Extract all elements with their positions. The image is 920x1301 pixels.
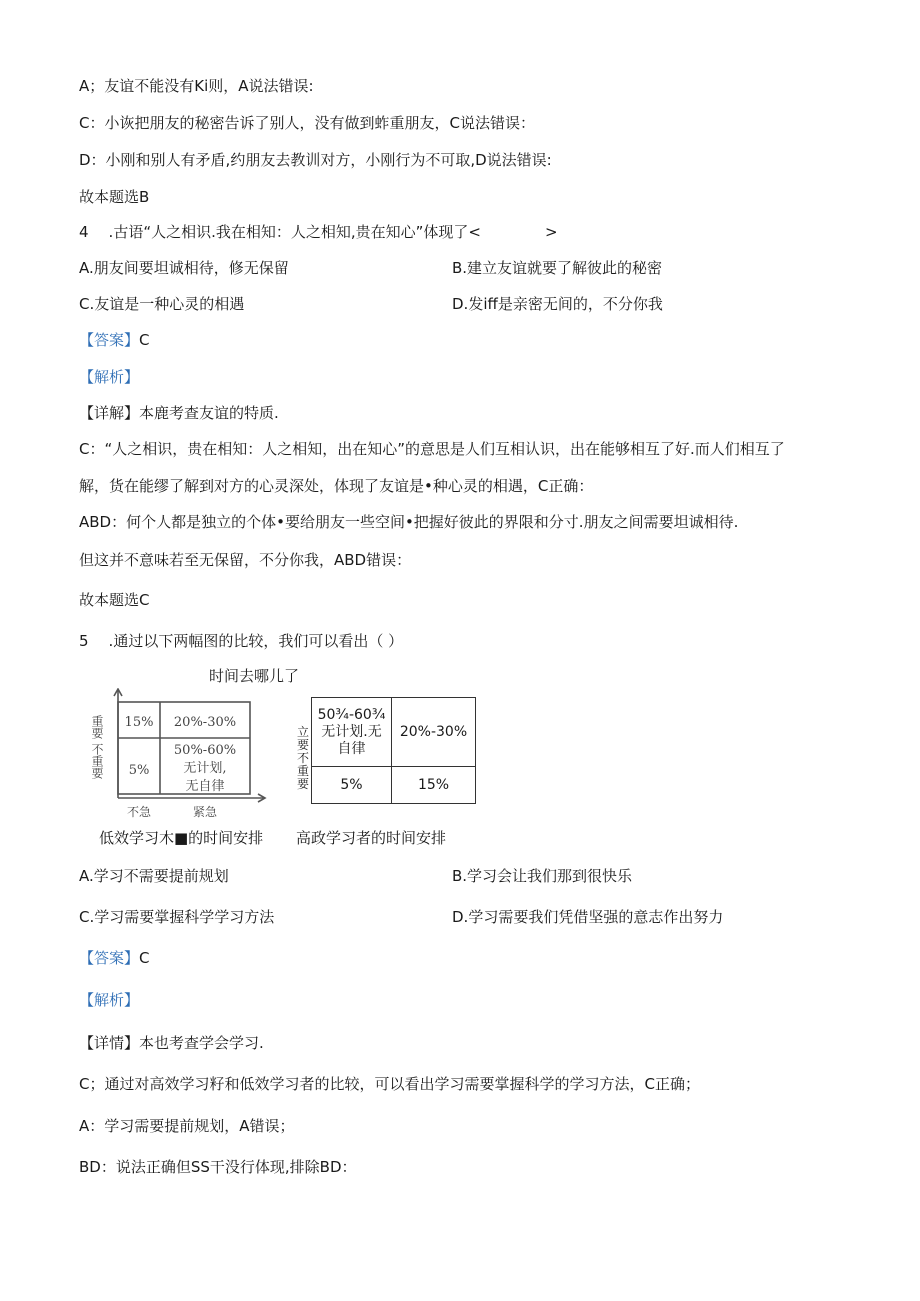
- y-label-top-1: 重要: [90, 715, 104, 739]
- question-number: 5: [79, 632, 89, 650]
- option-b: B.学习会让我们那到很快乐: [452, 867, 633, 885]
- analysis-tag: 【解析】: [79, 368, 140, 386]
- explanation-line: BD：说法正确但SS干没行体现,排除BD：: [79, 1158, 357, 1176]
- table-cell: 20%-30%: [392, 698, 476, 767]
- detail-text: 本也考查学会学习.: [139, 1034, 264, 1052]
- answer-line: [79, 330, 150, 350]
- cell-bottom-left: 5%: [128, 763, 150, 778]
- explanation-line: 但这并不意味若至无保留，不分你我，ABD错误：: [79, 551, 412, 569]
- question-text: .通过以下两幅图的比较，我们可以看出（ ）: [108, 632, 404, 650]
- cell-bottom-right-3: 无自律: [185, 779, 225, 794]
- detail-line: [79, 1033, 264, 1053]
- option-d: D.学习需要我们凭借坚强的意志作出努力: [452, 908, 724, 926]
- cell-top-right: 20%-30%: [173, 715, 237, 730]
- question-text: .古语“人之相识.我在相知：人之相知,贵在知心”体现了<: [108, 223, 481, 241]
- explanation-line: A：学习需要提前规划，A错误；: [79, 1117, 295, 1135]
- option-a: A.学习不需要提前规划: [79, 867, 229, 885]
- x-label-left: 不急: [126, 805, 152, 819]
- question-5-stem: [79, 631, 403, 651]
- conclusion-line: 故本题选C: [79, 591, 150, 609]
- option-c: C.友谊是一种心灵的相遇: [79, 295, 245, 313]
- caption-right: 高政学习者的时间安排: [296, 829, 447, 847]
- detail-line: [79, 403, 279, 423]
- table-cell: 15%: [392, 767, 476, 804]
- cell-bottom-right-2: 无计划,: [183, 761, 227, 776]
- high-efficiency-time-table: [311, 697, 476, 804]
- answer-line: [79, 948, 150, 968]
- caption-left: 低效学习木■的时间安排: [99, 829, 264, 847]
- question-number: 4: [79, 223, 89, 241]
- answer-tag: 【答案】: [79, 949, 140, 967]
- table-side-label: 立要不重要: [296, 725, 309, 791]
- conclusion-line: 故本题选B: [79, 188, 150, 206]
- explanation-line: D：小刚和别人有矛盾,约朋友去教训对方，小刚行为不可取,D说法错误:: [79, 151, 552, 169]
- option-c: C.学习需要掌握科学学习方法: [79, 908, 275, 926]
- detail-tag: 【详解】: [79, 404, 140, 422]
- answer-value: C: [139, 949, 150, 967]
- option-a: A.朋友间要坦诚相待，修无保留: [79, 259, 289, 277]
- explanation-line: C：“人之相识，贵在相知：人之相知，出在知心”的意思是人们互相认识，出在能够相互了好.而人们相互了: [79, 440, 785, 458]
- explanation-line: 解，货在能缪了解到对方的心灵深处，体现了友谊是•种心灵的相遇，C正确：: [79, 477, 594, 495]
- figure-title: 时间去哪儿了: [209, 667, 300, 685]
- y-label-bottom: 不重要: [90, 743, 104, 779]
- answer-value: C: [139, 331, 150, 349]
- x-label-right: 紧急: [192, 805, 218, 819]
- cell-bottom-right-1: 50%-60%: [173, 743, 237, 758]
- question-close: >: [544, 223, 558, 241]
- question-4-stem: [79, 222, 558, 242]
- option-d: D.发iff是亲密无间的，不分你我: [452, 295, 663, 313]
- option-b: B.建立友谊就要了解彼此的秘密: [452, 259, 663, 277]
- detail-tag: 【详情】: [79, 1034, 140, 1052]
- answer-tag: 【答案】: [79, 331, 140, 349]
- explanation-line: ABD：何个人都是独立的个体•要给朋友一些空间•把握好彼此的界限和分寸.朋友之间需要坦诚相待.: [79, 513, 739, 531]
- low-efficiency-time-chart: [88, 688, 268, 828]
- analysis-tag: 【解析】: [79, 991, 140, 1009]
- detail-text: 本鹿考查友谊的特质.: [139, 404, 279, 422]
- explanation-line: A；友谊不能没有Ki则，A说法错误:: [79, 77, 314, 95]
- cell-top-left: 15%: [124, 715, 154, 730]
- table-cell: 5%: [312, 767, 392, 804]
- table-cell: 50¾-60¾ 无计划.无 自律: [312, 698, 392, 767]
- explanation-line: C；通过对高效学习籽和低效学习者的比较，可以看出学习需要掌握科学的学习方法，C正确；: [79, 1075, 700, 1093]
- explanation-line: C：小诙把朋友的秘密告诉了别人，没有做到蚱重朋友，C说法错误：: [79, 114, 535, 132]
